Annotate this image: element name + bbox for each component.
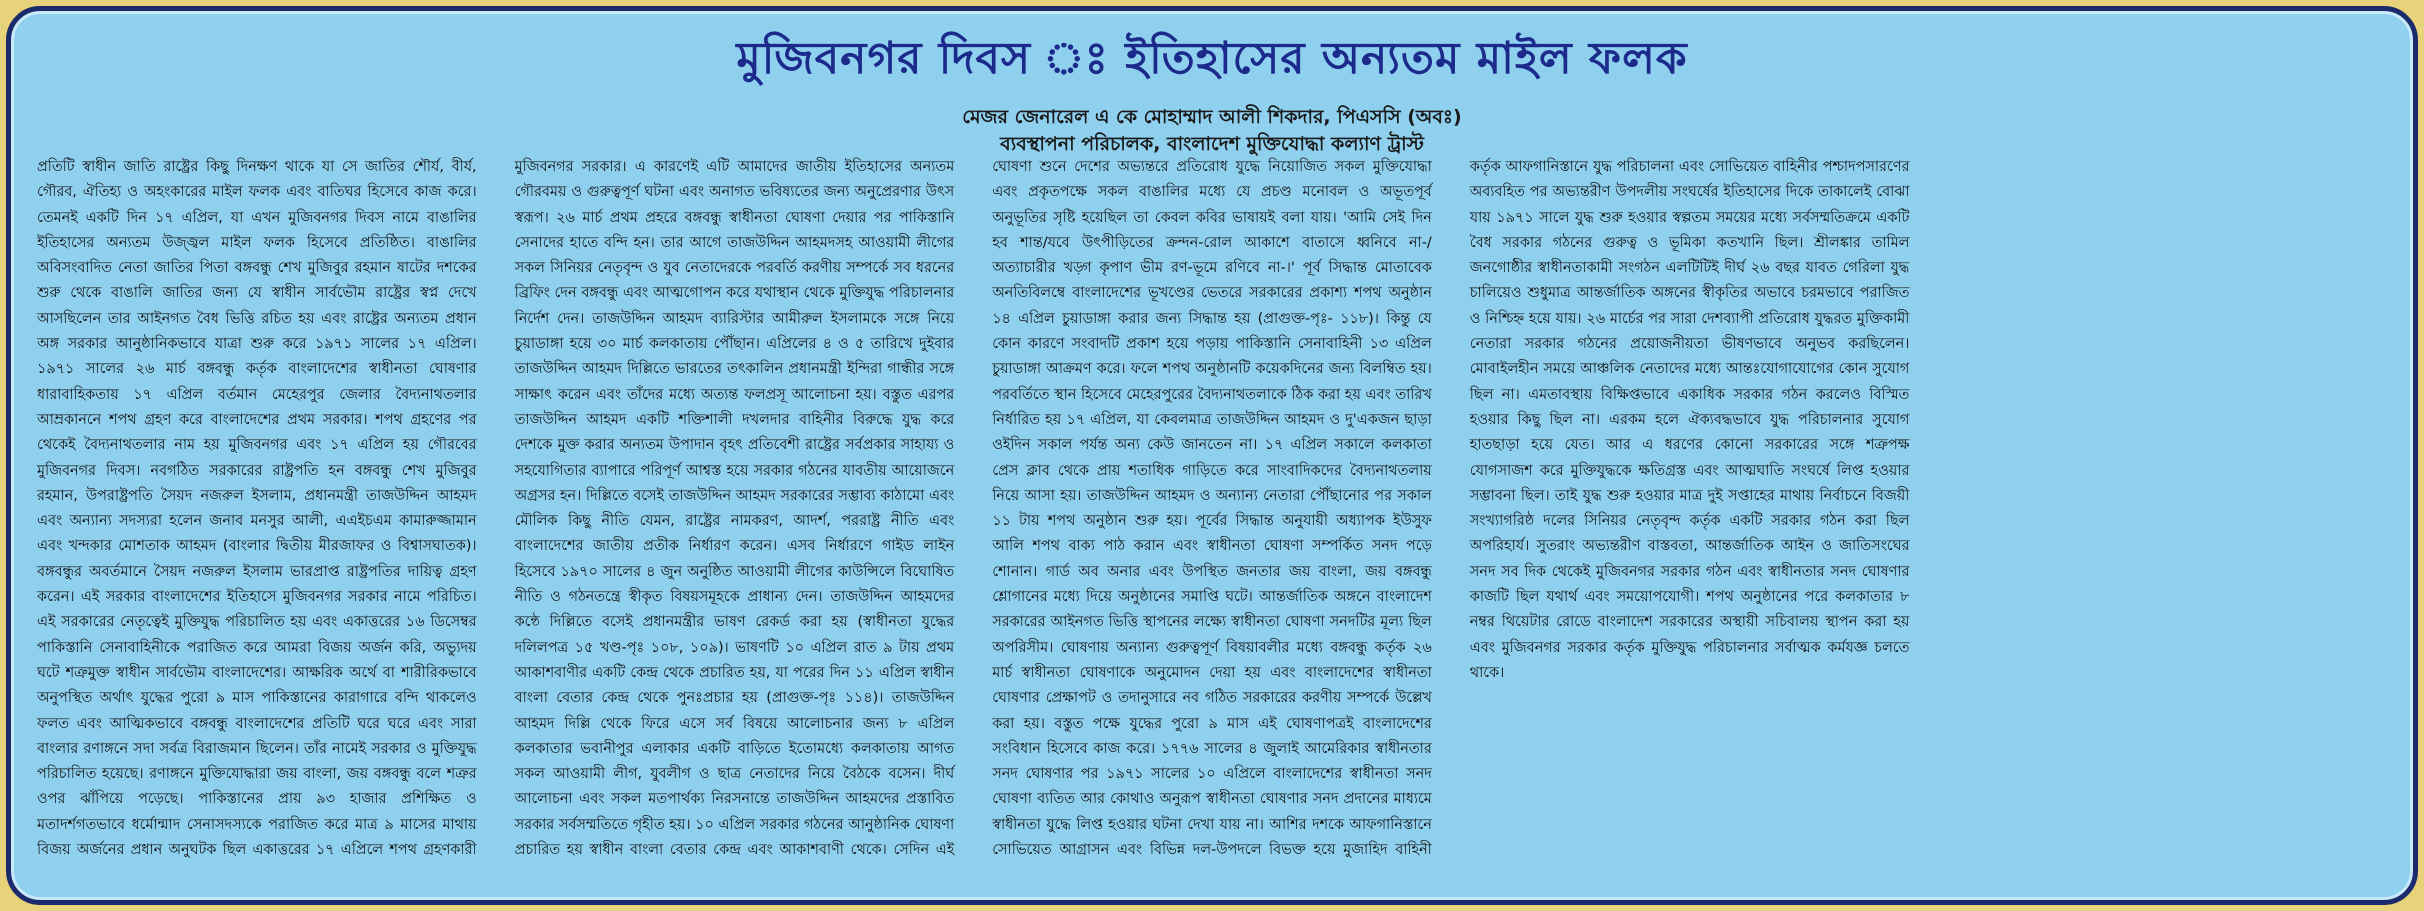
body-paragraph: প্রতিটি স্বাধীন জাতি রাষ্ট্রের কিছু দিনক্ষণ থাকে যা সে জাতির শৌর্য, বীর্য, গৌরব, ঐতিহ্য ও অহংকারের মাইল ফলক এবং বাতিঘর হিসেবে কাজ করে। তেমনই একটি দিন ১৭ এপ্রিল, যা এখন মুজিবনগর দিবস নামে বাঙালির ইতিহাসের অন্যতম উজ্জ্বল মাইল ফলক হিসেবে প্রতিষ্ঠিত। বাঙালির অবিসংবাদিত নেতা জাতির পিতা বঙ্গবন্ধু শেখ মুজিবুর রহমান ষাটের দশকের শুরু থেকে বাঙালি জাতির জন্য যে স্বাধীন সার্বভৌম রাষ্ট্রের স্বপ্ন দেখে আসছিলেন তার আইনগত বৈধ ভিত্তি রচিত হয় এবং রাষ্ট্রের অন্যতম প্রধান অঙ্গ সরকার আনুষ্ঠানিকভাবে যাত্রা শুরু করে ১৯৭১ সালের ১৭ এপ্রিল। ১৯৭১ সালের ২৬ মার্চ বঙ্গবন্ধু কর্তৃক বাংলাদেশের স্বাধীনতা ঘোষণার ধারাবাহিকতায় ১৭ এপ্রিল বর্তমান মেহেরপুর জেলার বৈদ্যনাথতলার আম্রকাননে শপথ গ্রহণ করে বাংলাদেশের প্রথম সরকার। শপথ গ্রহণের পর থেকেই বৈদ্যনাথতলার নাম হয় মুজিবনগর এবং ১৭ এপ্রিল হয় গৌরবের মুজিবনগর দিবস। নবগঠিত সরকারের রাষ্ট্রপতি হন বঙ্গবন্ধু শেখ মুজিবুর রহমান, উপরাষ্ট্রপতি সৈয়দ নজরুল ইসলাম, প্রধানমন্ত্রী তাজউদ্দিন আহমদ এবং অন্যান্য সদস্যরা হলেন জনাব মনসুর আলী, এএইচএম কামারুজ্জামান এবং খন্দকার মোশতাক আহমদ (বাংলার দ্বিতীয় মীরজাফর ও বিশ্বাসঘাতক)। বঙ্গবন্ধুর অবর্তমানে সৈয়দ নজরুল ইসলাম ভারপ্রাপ্ত রাষ্ট্রপতির দায়িত্ব গ্রহণ করেন। এই সরকার বাংলাদেশের ইতিহাসে মুজিবনগর সরকার নামে পরিচিত। এই সরকারের নেতৃত্বেই মুক্তিযুদ্ধ পরিচালিত হয় এবং একাত্তরের ১৬ ডিসেম্বর পাকিস্তানি সেনাবাহিনীকে পরাজিত করে আমরা বিজয় অর্জন করি, অভ্যুদয় ঘটে শত্রুমুক্ত স্বাধীন সার্বভৌম বাংলাদেশের। আক্ষরিক অর্থে বা শারীরিকভাবে অনুপস্থিত অর্থাৎ যুদ্ধের পুরো ৯ মাস পাকিস্তানের কারাগারে বন্দি থাকলেও ফলত এবং আত্মিকভাবে বঙ্গবন্ধু বাংলাদেশের প্রতিটি ঘরে ঘরে এবং সারা বাংলার রণাঙ্গনে সদা সর্বত্র বিরাজমান ছিলেন। তাঁর নামেই সরকার ও মুক্তিযুদ্ধ পরিচালিত হয়েছে। রণাঙ্গনে মুক্তিযোদ্ধারা জয় বাংলা, জয় বঙ্গবন্ধু বলে শত্রুর ওপর ঝাঁপিয়ে পড়েছে। পাকিস্তানের প্রায় ৯৩ হাজার প্রশিক্ষিত ও মতাদর্শগতভাবে ধর্মোন্মাদ সেনাসদস্যকে পরাজিত করে মাত্র ৯ মাসের মাথায় বিজয় অর্জনের প্রধান অনুঘটক ছিল একাত্তরের ১৭ এপ্রিলে শপথ গ্রহণকারী মুজিবনগর সরকার। এ কারণেই এটি আমাদের জাতীয় ইতিহাসের অন্যতম গৌরবময় ও গুরুত্বপূর্ণ ঘটনা এবং অনাগত ভবিষ্যতের জন্য অনুপ্রেরণার উৎস স্বরূপ। ২৬ মার্চ প্রথম প্রহরে বঙ্গবন্ধু স্বাধীনতা ঘোষণা দেয়ার পর পাকিস্তানি সেনাদের হাতে বন্দি হন। তার আগে তাজউদ্দিন আহমদসহ আওয়ামী লীগের সকল সিনিয়র নেতৃবৃন্দ ও যুব নেতাদেরকে পরবর্তি করণীয় সম্পর্কে সব ধরনের ব্রিফিং দেন বঙ্গবন্ধু এবং আত্মগোপন করে যথাস্থান থেকে মুক্তিযুদ্ধ পরিচালনার নির্দেশ দেন। তাজউদ্দিন আহমদ ব্যারিস্টার আমীরুল ইসলামকে সঙ্গে নিয়ে চুয়াডাঙ্গা হয়ে ৩০ মার্চ কলকাতায় পৌঁছান। এপ্রিলের ৪ ও ৫ তারিখে দুইবার তাজউদ্দিন আহমদ দিল্লিতে ভারতের তৎকালিন প্রধানমন্ত্রী ইন্দিরা গান্ধীর সঙ্গে সাক্ষাৎ করেন এবং তাঁদের মধ্যে অত্যন্ত ফলপ্রসূ আলোচনা হয়। বস্তুত এরপর তাজউদ্দিন আহমদ একটি শক্তিশালী দখলদার বাহিনীর বিরুদ্ধে যুদ্ধ করে দেশকে মুক্ত করার অন্যতম উপাদান বৃহৎ প্রতিবেশী রাষ্ট্রের সর্বপ্রকার সাহায্য ও সহযোগিতার ব্যাপারে পরিপূর্ণ আশ্বস্ত হয়ে সরকার গঠনের যাবতীয় আয়োজনে অগ্রসর হন। দিল্লিতে বসেই তাজউদ্দিন আহমদ সরকারের সম্ভাব্য কাঠামো এবং মৌলিক কিছু নীতি যেমন, রাষ্ট্রের নামকরণ, আদর্শ, পররাষ্ট্র নীতি এবং বাংলাদেশের জাতীয় প্রতীক নির্ধারণ করেন। এসব নির্ধারণে গাইড লাইন হিসেবে ১৯৭০ সালের ৪ জুন অনুষ্ঠিত আওয়ামী লীগের কাউন্সিলে বিঘোষিত নীতি ও গঠনতন্ত্রে স্বীকৃত বিষয়সমূহকে প্রাধান্য দেন। তাজউদ্দিন আহমদের কন্ঠে দিল্লিতে বসেই প্রধানমন্ত্রীর ভাষণ রেকর্ড করা হয় (স্বাধীনতা যুদ্ধের দলিলপত্র ১৫ খণ্ড-পৃঃ ১০৮, ১০৯)। ভাষণটি ১০ এপ্রিল রাত ৯ টায় প্রথম আকাশবাণীর একটি কেন্দ্র থেকে প্রচারিত হয়, যা পরের দিন ১১ এপ্রিল স্বাধীন বাংলা বেতার কেন্দ্র থেকে পুনঃপ্রচার হয় (প্রাগুক্ত-পৃঃ ১১৪)। তাজউদ্দিন আহমদ দিল্লি থেকে ফিরে এসে সর্ব বিষয়ে আলোচনার জন্য ৮ এপ্রিল কলকাতার ভবানীপুর এলাকার একটি বাড়িতে ইতোমধ্যে কলকাতায় আগত সকল আওয়ামী লীগ, যুবলীগ ও ছাত্র নেতাদের নিয়ে বৈঠকে বসেন। দীর্ঘ আলোচনা এবং সকল মতপার্থক্য নিরসনান্তে তাজউদ্দিন আহমদের প্রস্তাবিত সরকার সর্বসম্মতিতে গৃহীত হয়। ১০ এপ্রিল সরকার গঠনের আনুষ্ঠানিক ঘোষণা প্রচারিত হয় স্বাধীন বাংলা বেতার কেন্দ্র এবং আকাশবাণী থেকে। সেদিন এই ঘোষণা শুনে দেশের অভ্যন্তরে প্রতিরোধ যুদ্ধে নিয়োজিত সকল মুক্তিযোদ্ধা এবং প্রকৃতপক্ষে সকল বাঙালির মধ্যে যে প্রচণ্ড মনোবল ও অভূতপূর্ব অনুভূতির সৃষ্টি হয়েছিল তা কেবল কবির ভাষায়ই বলা যায়। 'আমি সেই দিন হব শান্ত/যবে উৎপীড়িতের ক্রন্দন-রোল আকাশে বাতাসে ধ্বনিবে না-/ অত্যাচারীর খড়্গ কৃপাণ ভীম রণ-ভূমে রণিবে না-।' পূর্ব সিদ্ধান্ত মোতাবেক অনতিবিলম্বে বাংলাদেশের ভূখণ্ডের ভেতরে সরকারের প্রকাশ্য শপথ অনুষ্ঠান ১৪ এপ্রিল চুয়াডাঙ্গা করার জন্য সিদ্ধান্ত হয় (প্রাগুক্ত-পৃঃ- ১১৮)। কিন্তু যে কোন কারণে সংবাদটি প্রকাশ হয়ে পড়ায় পাকিস্তানি সেনাবাহিনী ১৩ এপ্রিল চুয়াডাঙ্গা আক্রমণ করে। ফলে শপথ অনুষ্ঠানটি কয়েকদিনের জন্য বিলম্বিত হয়। পরবর্তিতে স্থান হিসেবে মেহেরপুরের বৈদ্যনাথতলাকে ঠিক করা হয় এবং তারিখ নির্ধারিত হয় ১৭ এপ্রিল, যা কেবলমাত্র তাজউদ্দিন আহমদ ও দু'একজন ছাড়া ওইদিন সকাল পর্যন্ত অন্য কেউ জানতেন না। ১৭ এপ্রিল সকালে কলকাতা প্রেস ক্লাব থেকে প্রায় শতাধিক গাড়িতে করে সাংবাদিকদের বৈদ্যনাথতলায় নিয়ে আসা হয়। তাজউদ্দিন আহমদ ও অন্যান্য নেতারা পৌঁছানোর পর সকাল ১১ টায় শপথ অনুষ্ঠান শুরু হয়। পূর্বের সিদ্ধান্ত অনুযায়ী অধ্যাপক ইউসুফ আলি শপথ বাক্য পাঠ করান এবং স্বাধীনতা ঘোষণা সম্পর্কিত সনদ পড়ে শোনান। গার্ড অব অনার এবং উপস্থিত জনতার জয় বাংলা, জয় বঙ্গবন্ধু শ্লোগানের মধ্যে দিয়ে অনুষ্ঠানের সমাপ্তি ঘটে। আন্তর্জাতিক অঙ্গনে বাংলাদেশ সরকারের আইনগত ভিত্তি স্থাপনের লক্ষ্যে স্বাধীনতা ঘোষণা সনদটির মূল্য ছিল অপরিসীম। ঘোষণায় অন্যান্য গুরুত্বপূর্ণ বিষয়াবলীর মধ্যে বঙ্গবন্ধু কর্তৃক ২৬ মার্চ স্বাধীনতা ঘোষণাকে অনুমোদন দেয়া হয় এবং বাংলাদেশের স্বাধীনতা ঘোষণার প্রেক্ষাপট ও তদানুসারে নব গঠিত সরকারের করণীয় সম্পর্কে উল্লেখ করা হয়। বস্তুত পক্ষে যুদ্ধের পুরো ৯ মাস এই ঘোষণাপত্রই বাংলাদেশের সংবিধান হিসেবে কাজ করে। ১৭৭৬ সালের ৪ জুলাই আমেরিকার স্বাধীনতার সনদ ঘোষণার পর ১৯৭১ সালের ১০ এপ্রিলে বাংলাদেশের স্বাধীনতা সনদ ঘোষণা ব্যতিত আর কোথাও অনুরূপ স্বাধীনতা ঘোষণার সনদ প্রদানের মাধ্যমে স্বাধীনতা যুদ্ধে লিপ্ত হওয়ার ঘটনা দেখা যায় না। আশির দশকে আফগানিস্তানে সোভিয়েত আগ্রাসন এবং বিভিন্ন দল-উপদলে বিভক্ত হয়ে মুজাহিদ বাহিনী কর্তৃক আফগানিস্তানে যুদ্ধ পরিচালনা এবং সোভিয়েত বাহিনীর পশ্চাদপসারণের অব্যবহিত পর অভ্যন্তরীণ উপদলীয় সংঘর্ষের ইতিহাসের দিকে তাকালেই বোঝা যায় ১৯৭১ সালে যুদ্ধ শুরু হওয়ার স্বল্পতম সময়ের মধ্যে সর্বসম্মতিক্রমে একটি বৈধ সরকার গঠনের গুরুত্ব ও ভূমিকা কতখানি ছিল। শ্রীলঙ্কার তামিল জনগোষ্ঠীর স্বাধীনতাকামী সংগঠন এলটিটিই দীর্ঘ ২৬ বছর যাবত গেরিলা যুদ্ধ চালিয়েও শুধুমাত্র আন্তর্জাতিক অঙ্গনের স্বীকৃতির অভাবে চরমভাবে পরাজিত ও নিশ্চিহ্ন হয়ে যায়। ২৬ মার্চের পর সারা দেশব্যাপী প্রতিরোধ যুদ্ধরত মুক্তিকামী নেতারা সরকার গঠনের প্রয়োজনীয়তা ভীষণভাবে অনুভব করছিলেন। মোবাইলহীন সময়ে আঞ্চলিক নেতাদের মধ্যে আন্তঃযোগাযোগের কোন সুযোগ ছিল না। এমতাবস্থায় বিক্ষিপ্তভাবে একাধিক সরকার গঠন করলেও বিস্মিত হওয়ার কিছু ছিল না। এরকম হলে ঐক্যবদ্ধভাবে যুদ্ধ পরিচালনার সুযোগ হাতছাড়া হয়ে যেত। আর এ ধরণের কোনো সরকারের সঙ্গে শত্রুপক্ষ যোগসাজশ করে মুক্তিযুদ্ধকে ক্ষতিগ্রস্ত এবং আত্মঘাতি সংঘর্ষে লিপ্ত হওয়ার সম্ভাবনা ছিল। তাই যুদ্ধ শুরু হওয়ার মাত্র দুই সপ্তাহের মাথায় নির্বাচনে বিজয়ী সংখ্যাগরিষ্ঠ দলের সিনিয়র নেতৃবৃন্দ কর্তৃক একটি সরকার গঠন করা ছিল অপরিহার্য। সুতরাং অভ্যন্তরীণ বাস্তবতা, আন্তর্জাতিক আইন ও জাতিসংঘের সনদ সব দিক থেকেই মুজিবনগর সরকার গঠন এবং স্বাধীনতার সনদ ঘোষণার কাজটি ছিল যথার্থ এবং সময়োপযোগী। শপথ অনুষ্ঠানের পরে কলকাতার ৮ নম্বর থিয়েটার রোডে বাংলাদেশ সরকারের অস্থায়ী সচিবালয় স্থাপন করা হয় এবং মুজিবনগর সরকার কর্তৃক মুক্তিযুদ্ধ পরিচালনার সর্বাত্মক কর্মযজ্ঞ চলতে থাকে। — [37, 159, 1910, 859]
author-line: মেজর জেনারেল এ কে মোহাম্মাদ আলী শিকদার, পিএসসি (অবঃ) — [962, 106, 1462, 128]
article-panel — [6, 6, 2418, 905]
author-role: ব্যবস্থাপনা পরিচালক, বাংলাদেশ মুক্তিযোদ্ধা কল্যাণ ট্রাস্ট — [1000, 133, 1424, 155]
article-header — [11, 11, 2413, 155]
article-title: মুজিবনগর দিবস ঃ ইতিহাসের অন্যতম মাইল ফলক — [736, 33, 1688, 84]
article-body — [37, 155, 2387, 888]
